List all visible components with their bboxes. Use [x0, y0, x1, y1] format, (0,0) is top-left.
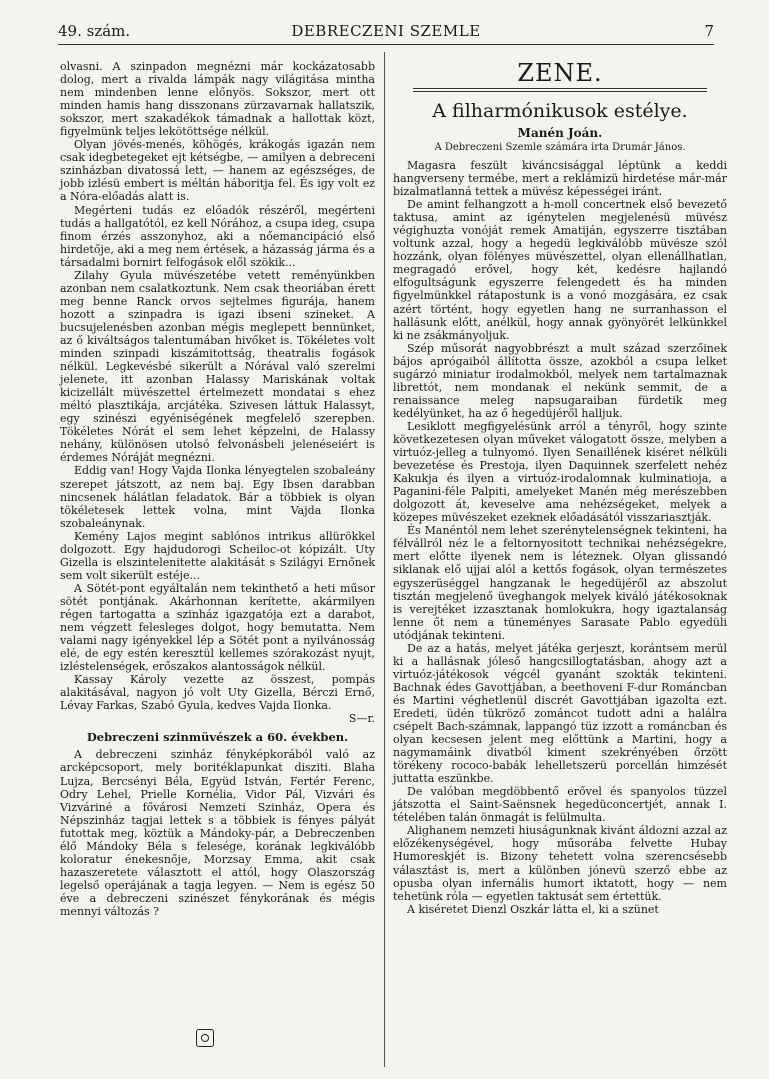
- printer-mark-icon: [196, 1029, 214, 1047]
- paragraph: Zilahy Gyula müvészetébe vetett reményünkben azonban nem csalatkoztunk. Nem csak theoriában érett meg benne Ranck orvos sejtelmes figurája, hanem hozott a szinpadra is igazi ibseni szineket. A bucsujelenésben azonban mégis meglepett bennünket, az ő kiváltságos talentumában hivőket is. Tökéletes volt minden szinpadi kiszámitottság, theatralis fogások nélkül. Legkevésbé sikerült a Nórával való szerelmi jelenete, itt azonban Halassy Mariskának voltak kicizellált müvészettel értelmezett mondatai s ehez méltó plasztikája, arcjátéka. Szivesen láttuk Halassyt, egy szinészi egyéniségének megfelelő szerepben. Tökéletes Nórát el sem lehet képzelni, de Halassy nehány, különösen utolsó felvonásbeli jelenéseiért is érdemes Nóráját megnézni.: [60, 268, 375, 465]
- paragraph: A debreczeni szinház fényképkorából való az arcképcsoport, mely boritéklapunkat disziti. Blaha Lujza, Bercsényi Béla, Együd István, Fertér Ferenc, Odry Lehel, Prielle Kornélia, Vidor Pál, Vizvári és Vizváriné a fővárosi Nemzeti Szinház, Opera és Népszinház tagjai lettek s a többiek is fényes pályát futottak meg, köztük a Mándoky-pár, a Debreczenben élő Mándoky Béla s felesége, korának legkiválóbb koloratur énekesnője, Morzsay Emma, akit csak hazaszeretete választott el attól, hogy Olaszország legelső operájának a tagja legyen. — Nem is egész 50 éve a debreczeni szinészet fénykorának és mégis mennyi változás ?: [60, 748, 375, 918]
- paragraph: Eddig van! Hogy Vajda Ilonka lényegtelen szobaleány szerepet játszott, az nem baj. Egy Ibsen darabban nincsenek hálátlan feladatok. Bár a többiek is olyan tökéletesek lettek volna, mint Vajda Ilonka szobaleánynak.: [60, 464, 375, 530]
- section-title: ZENE.: [517, 59, 603, 87]
- page-number: 7: [704, 22, 714, 40]
- article-title: A filharmónikusok estélye.: [432, 100, 688, 122]
- signature: S—r.: [348, 712, 375, 726]
- left-column: [60, 60, 375, 918]
- paragraph: Magasra feszült kiváncsisággal léptünk a keddi hangverseny termébe, mert a reklámizü hirdetése már-már bizalmatlanná tettek a müvész képességei iránt.: [393, 159, 727, 199]
- column-divider: [384, 52, 385, 1067]
- paragraph: De valóban megdöbbentő erővel és spanyolos tüzzel játszotta el Saint-Saënsnek hegedüconcertjét, annak I. tételében talán önmagát is felülmulta.: [393, 785, 727, 825]
- page-header: [58, 22, 714, 42]
- issue-number: 49. szám.: [58, 22, 131, 40]
- paragraph: De amint felhangzott a h-moll concertnek első bevezető taktusa, amint az igénytelen megjelenésü müvész végighuzta vonóját remek Amatiján, egyszerre tisztában voltunk azzal, hogy a hegedü legkiválóbb müvésze szól hozzánk, olyan fölényes müvészettel, olyan ellenállhatlan, megragadó erővel, hogy két, kedésre hajlandó elfogultságunk egyszerre felengedett és ha minden figyelmünkkel rátapostunk is a vonó mozgására, ez csak azért történt, hogy egyetlen hang ne surranhasson el hallásunk előtt, anélkül, hogy annak gyönyörét lelkünkkel ki ne zsákmányoljuk.: [393, 198, 727, 342]
- paragraph: Lesiklott megfigyelésünk arról a tényről, hogy szinte következetesen olyan műveket válogatott össze, melyben a virtuóz-jelleg a tulnyomó. Ilyen Senaillének kiséret nélküli bevezetése és Prestoja, ilyen Daquinnek szerfelett nehéz Kakukja és ilyen a virtuóz-irodalomnak kulminatioja, a Paganini-féle Palpiti, amelyeket Manén még merészebben dolgozott át, keveselve ama nehézségeket, melyek a közepes müvészeket ezeknek előadásától visszariasztják.: [393, 419, 727, 525]
- paragraph: olvasni. A szinpadon megnézni már kockázatosabb dolog, mert a rivalda lámpák nagy világitása mintha nem mindenben lenne előnyös. Sokszor, mert ott minden hamis hang disszonans zürzavarnak hallatszik, sokszor, mert szakadékok támadnak a hallottak közt, figyelmünk teljes lekötöttsége nélkül.: [60, 60, 375, 139]
- paragraph: A Sötét-pont egyáltalán nem tekinthető a heti műsor sötét pontjának. Akárhonnan kerítette, akármilyen régen tartogatta a szinház igazgatója ezt a darabot, nem végzett felesleges dolgot, hogy bemutatta. Nem valami nagy igényekkel lép a Sötét pont a nyilvánosság elé, de egy estén keresztül kellemes szórakozást nyujt, izléstelenségek, erőszakos alantosságok nélkül.: [60, 581, 375, 674]
- right-column: [393, 60, 727, 916]
- paragraph: Kemény Lajos megint sablónos intrikus allürökkel dolgozott. Egy hajdudorogi Scheiloc-ot kópizált. Uty Gizella is elszintelenitette alakitását s Szilágyi Ernőnek sem volt sikerült estéje...: [60, 529, 375, 582]
- paragraph: Megérteni tudás ez előadók részéről, megérteni tudás a hallgatótól, ez kell Nórához, a csupa ideg, csupa finom érzés asszonyhoz, aki a nőemancipáció első hirdetője, aki a meg nem értések, a házasság járma és a társadalmi bornirt felfogások elől szökik...: [60, 203, 375, 269]
- paragraph: A kiséretet Dienzl Oszkár látta el, ki a szünet: [407, 902, 659, 916]
- article-subheading: Debreczeni szinmüvészek a 60. években.: [86, 730, 349, 745]
- article-subtitle: Manén Joán.: [517, 126, 603, 140]
- paragraph: Szép műsorát nagyobbrészt a mult század szerzőinek bájos aprógaiból állította össze, azokból a csupa lelket sugárzó miniatur irodalmokból, melyek nem tartalmaznak librettót, nem mondanak el nekünk semmit, de a renaissance meleg napsugaraiban fürdetik meg kedélyünket, ha az ő hegedüjéről halljuk.: [393, 341, 727, 420]
- paragraph: Olyan jövés-menés, köhögés, krákogás igazán nem csak idegbetegeket ejt kétségbe, — amilyen a debreceni szinházban divatossá lett, — hanem az egészséges, de jobb izlésü embert is méltán háboritja fel. És igy volt ez a Nóra-előadás alatt is.: [60, 138, 375, 204]
- article-byline: A Debreczeni Szemle számára irta Drumár János.: [434, 142, 686, 153]
- paragraph: Kassay Károly vezette az összest, pompás alakitásával, nagyon jó volt Uty Gizella, Bérczi Ernő, Lévay Farkas, Szabó Gyula, kedves Vajda Ilonka.: [60, 673, 375, 713]
- paragraph: De az a hatás, melyet játéka gerjeszt, korántsem merül ki a hallásnak jóleső hangcsillogtatásban, ahogy azt a virtuóz-játékosok végcél gyanánt szokták tekinteni. Bachnak édes Gavottjában, a beethoveni F-dur Románcban és Martini véghetlenül discrét Gavottjában igazolta ezt. Eredeti, üdén tükröző zománcot tudott adni a halálra csépelt Bach-számnak, lappangó tüz izzott a románcban és olyan kecsesen jelent meg előttünk a Martini, hogy a nagymamáink divatból kiment szekrényében őrzött törékeny rococo-babák lehelletszerü porcellán himzését juttatta eszünkbe.: [393, 641, 727, 786]
- paragraph: És Manéntól nem lehet szerénytelenségnek tekinteni, ha félvállról néz le a feltornyositott technikai nehézségekre, mert előtte ilyenek nem is léteznek. Olyan glissandó siklanak elő ujjai alól a kettős fogások, olyan természetes egyszerüséggel hangzanak le hegedüjéről az abszolut tisztán megjelenő üveghangok melyek kiváló játékosoknak is verejtéket izzasztanak homlokukra, hogy igaztalanság lenne őt nem a tüneményes Sarasate Pablo egyedüli utódjának tekinteni.: [393, 524, 727, 642]
- header-rule: [58, 44, 714, 45]
- journal-title: DEBRECZENI SZEMLE: [291, 22, 481, 40]
- paragraph: Alighanem nemzeti hiuságunknak kivánt áldozni azzal az előzékenységével, hogy műsorába felvette Hubay Humoreskjét is. Bizony tehetett volna szerencsésebb választást is, mert a különben jónevü szerző ebbe az opusba olyan infernális humort iktatott, hogy — nem tehetünk róla — egyetlen taktusát sem értettük.: [393, 824, 727, 903]
- section-rule: [413, 88, 707, 92]
